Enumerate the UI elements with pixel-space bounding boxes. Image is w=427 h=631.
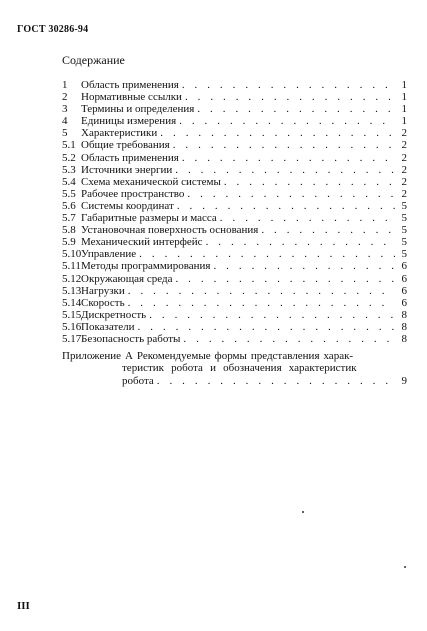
- toc-entry[interactable]: [62, 297, 407, 309]
- toc-entry-number: 5.6: [62, 199, 76, 212]
- leader-dots: [149, 309, 395, 321]
- toc-entry[interactable]: [62, 79, 407, 91]
- toc-page-number: 8: [401, 320, 407, 333]
- leader-dots: [182, 152, 395, 164]
- toc-entry[interactable]: [62, 309, 407, 321]
- leader-dots: [224, 176, 395, 188]
- toc-page-number: 8: [401, 332, 407, 345]
- toc-entry-title: Дискретность: [81, 308, 147, 321]
- toc-entry-number: 5.12: [62, 272, 82, 285]
- toc-entry-title: Единицы измерения: [81, 115, 177, 128]
- appendix-line-2: теристик робота и обозначения характеристик: [122, 362, 357, 375]
- toc-entry-number: 5.1: [62, 139, 76, 152]
- toc-entry[interactable]: [62, 212, 407, 224]
- toc-entry-number: 4: [62, 115, 68, 128]
- toc-entry[interactable]: [62, 139, 407, 151]
- toc-entry-title: Область применения: [81, 151, 179, 164]
- toc-entry[interactable]: [62, 200, 407, 212]
- table-of-contents: [62, 79, 407, 345]
- leader-dots: [139, 248, 395, 260]
- leader-dots: [197, 103, 395, 115]
- toc-entry[interactable]: [62, 248, 407, 260]
- toc-entry-title: Установочная поверхность основания: [81, 224, 259, 237]
- toc-entry[interactable]: [62, 321, 407, 333]
- toc-entry-number: 3: [62, 103, 68, 116]
- toc-entry-title: Нагрузки: [81, 284, 125, 297]
- toc-entry-title: Нормативные ссылки: [81, 91, 182, 104]
- toc-entry-title: Безопасность работы: [81, 332, 181, 345]
- toc-page-number: 2: [401, 187, 407, 200]
- toc-page-number: 6: [401, 296, 407, 309]
- toc-page-number: 6: [401, 284, 407, 297]
- toc-entry-number: 1: [62, 79, 68, 91]
- toc-page-number: 5: [401, 212, 407, 225]
- toc-entry[interactable]: [62, 285, 407, 297]
- toc-entry-title: Схема механической системы: [81, 175, 221, 188]
- toc-entry[interactable]: [62, 224, 407, 236]
- toc-entry-number: 5.13: [62, 284, 82, 297]
- appendix-line-3: [62, 375, 407, 387]
- toc-entry-title: Термины и определения: [81, 103, 195, 116]
- leader-dots: [160, 127, 395, 139]
- toc-entry-title: Источники энергии: [81, 163, 173, 176]
- leader-dots: [175, 273, 395, 285]
- toc-entry-number: 5: [62, 127, 68, 140]
- toc-entry[interactable]: [62, 188, 407, 200]
- toc-entry-title: Методы программирования: [81, 260, 211, 273]
- toc-page-number: 2: [401, 163, 407, 176]
- toc-page-number: 6: [401, 272, 407, 285]
- toc-entry-title: Системы координат: [81, 199, 174, 212]
- toc-appendix-entry[interactable]: [62, 350, 407, 387]
- toc-entry[interactable]: [62, 333, 407, 345]
- toc-page-number: 1: [401, 103, 407, 116]
- leader-dots: [157, 375, 395, 387]
- toc-entry[interactable]: [62, 260, 407, 272]
- toc-page-number: 6: [401, 260, 407, 273]
- toc-entry-number: 5.15: [62, 308, 82, 321]
- leader-dots: [183, 333, 395, 345]
- toc-entry-title: Общие требования: [81, 139, 170, 152]
- toc-page-number: 2: [401, 127, 407, 140]
- toc-entry-title: Управление: [81, 248, 137, 261]
- toc-entry[interactable]: [62, 91, 407, 103]
- toc-page-number: 1: [401, 79, 407, 91]
- toc-page-number: 5: [401, 199, 407, 212]
- toc-entry-number: 5.16: [62, 320, 82, 333]
- appendix-line-1: Приложение А Рекомендуемые формы представления харак-: [62, 350, 354, 362]
- toc-entry-number: 5.11: [62, 260, 81, 273]
- toc-page-number: 5: [401, 236, 407, 249]
- toc-entry[interactable]: [62, 103, 407, 115]
- toc-entry[interactable]: [62, 127, 407, 139]
- toc-entry-number: 5.3: [62, 163, 76, 176]
- toc-entry-title: Область применения: [81, 79, 179, 91]
- toc-page-number: 5: [401, 248, 407, 261]
- toc-entry[interactable]: [62, 152, 407, 164]
- toc-page-number: 2: [401, 151, 407, 164]
- toc-entry-number: 5.9: [62, 236, 76, 249]
- toc-entry-title: Габаритные размеры и масса: [81, 212, 217, 225]
- toc-page-number: 8: [401, 308, 407, 321]
- leader-dots: [175, 164, 395, 176]
- toc-heading: Содержание: [62, 53, 125, 67]
- toc-entry[interactable]: [62, 164, 407, 176]
- toc-entry[interactable]: [62, 176, 407, 188]
- leader-dots: [187, 188, 395, 200]
- document-code: ГОСТ 30286-94: [17, 24, 89, 35]
- leader-dots: [179, 115, 395, 127]
- toc-entry-number: 5.4: [62, 175, 76, 188]
- leader-dots: [220, 212, 395, 224]
- leader-dots: [173, 139, 395, 151]
- toc-entry-title: Механический интерфейс: [81, 236, 203, 249]
- toc-page-number: 2: [401, 139, 407, 152]
- leader-dots: [182, 79, 395, 91]
- toc-entry-title: Скорость: [81, 296, 125, 309]
- toc-page-number: 1: [401, 91, 407, 104]
- toc-entry-number: 5.2: [62, 151, 76, 164]
- leader-dots: [206, 236, 395, 248]
- leader-dots: [261, 224, 395, 236]
- toc-entry[interactable]: [62, 236, 407, 248]
- leader-dots: [213, 260, 395, 272]
- toc-entry[interactable]: [62, 273, 407, 285]
- toc-page-number: 9: [401, 374, 407, 387]
- leader-dots: [177, 200, 395, 212]
- scan-speck: [302, 511, 304, 513]
- toc-entry-title: Характеристики: [81, 127, 158, 140]
- toc-page-number: 1: [401, 115, 407, 128]
- leader-dots: [128, 285, 395, 297]
- leader-dots: [185, 91, 395, 103]
- appendix-line-3-text: робота: [122, 374, 154, 387]
- page-numeral: III: [17, 600, 30, 612]
- toc-entry-number: 2: [62, 91, 68, 104]
- toc-entry-number: 5.5: [62, 187, 76, 200]
- toc-page-number: 5: [401, 224, 407, 237]
- toc-entry-number: 5.8: [62, 224, 76, 237]
- toc-entry-title: Окружающая среда: [81, 272, 173, 285]
- leader-dots: [138, 321, 395, 333]
- leader-dots: [128, 297, 395, 309]
- toc-entry-title: Рабочее пространство: [81, 187, 185, 200]
- toc-entry-number: 5.17: [62, 332, 82, 345]
- toc-entry-title: Показатели: [81, 320, 135, 333]
- toc-entry-number: 5.14: [62, 296, 82, 309]
- toc-entry-number: 5.7: [62, 212, 76, 225]
- toc-entry[interactable]: [62, 115, 407, 127]
- toc-page-number: 2: [401, 175, 407, 188]
- scan-speck: [404, 566, 406, 568]
- toc-entry-number: 5.10: [62, 248, 82, 261]
